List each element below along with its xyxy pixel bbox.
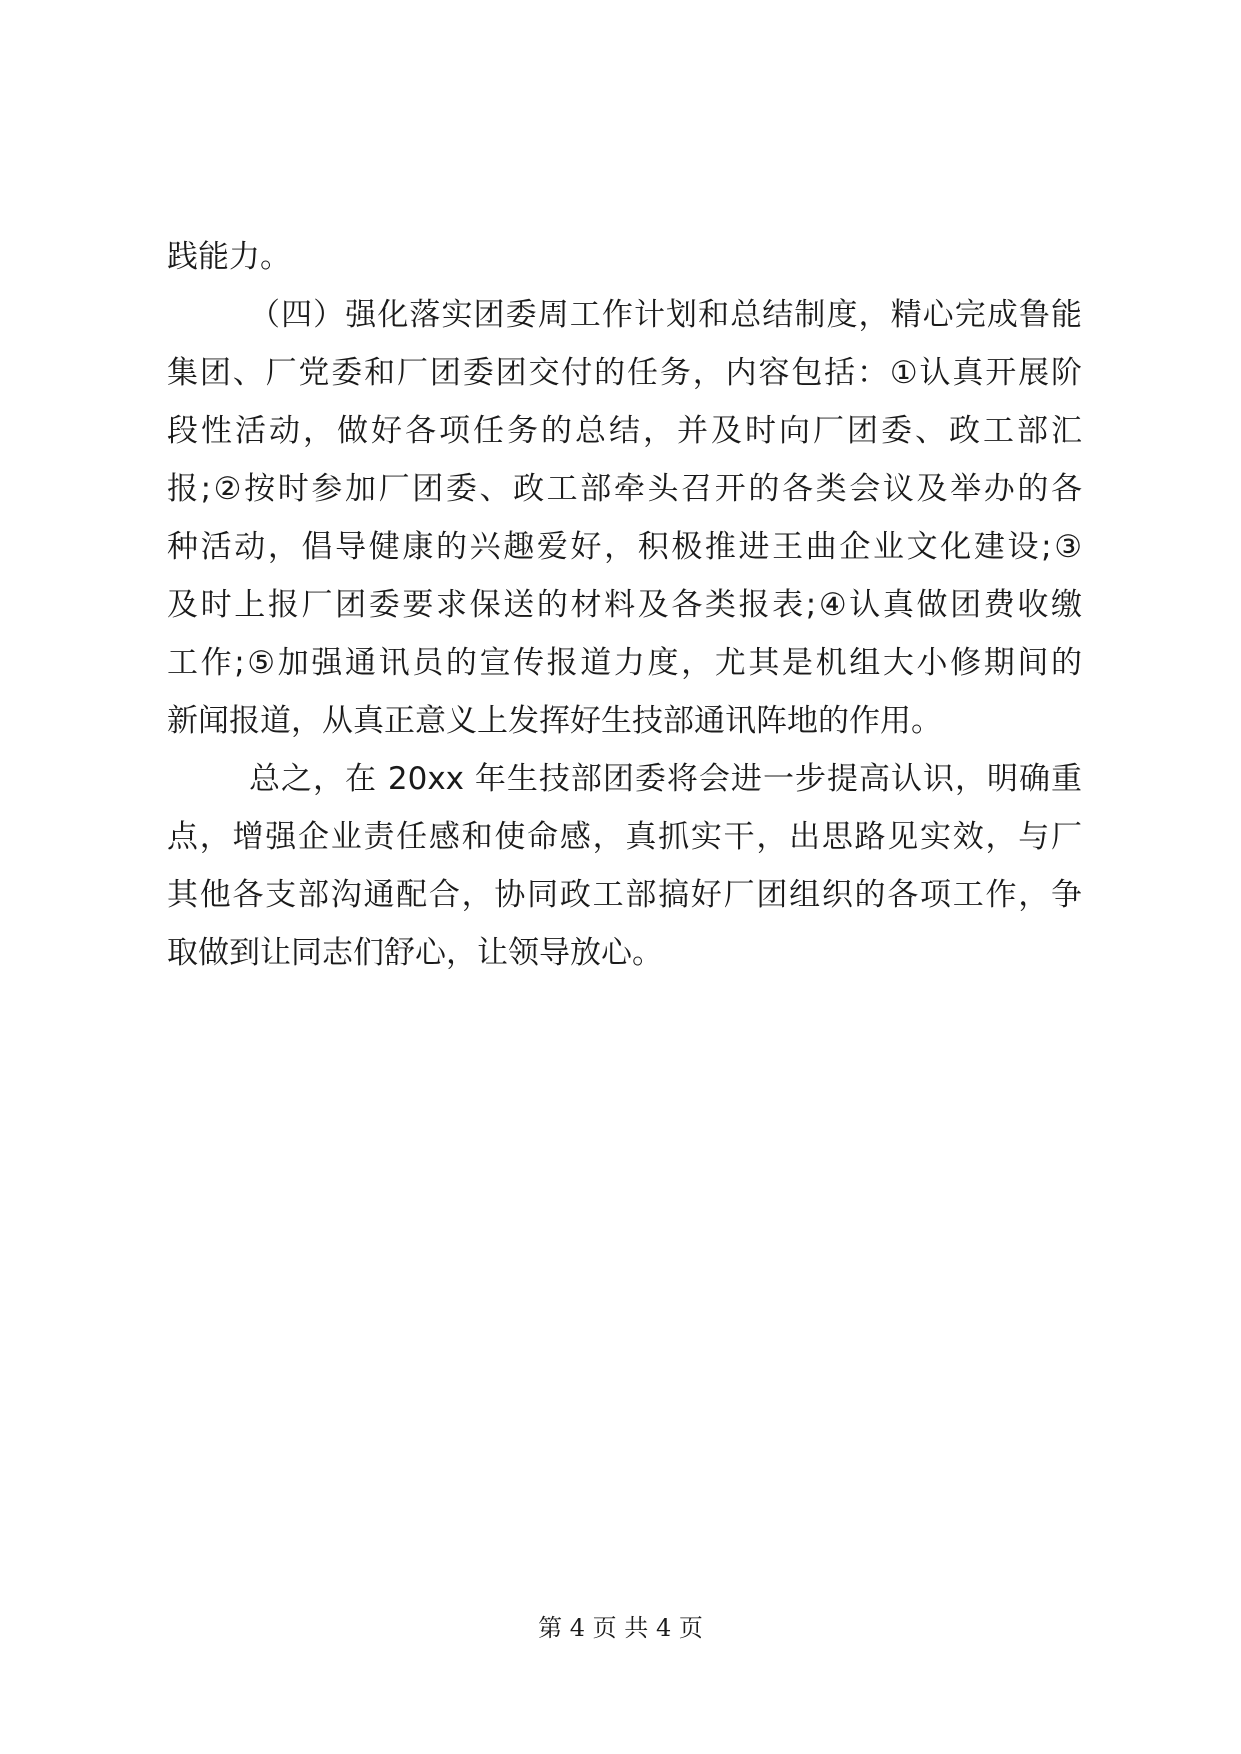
text-line: 及时上报厂团委要求保送的材料及各类报表;④认真做团费收缴 <box>167 587 1082 623</box>
text-line: （四）强化落实团委周工作计划和总结制度，精心完成鲁能 <box>249 297 1082 333</box>
document-body <box>167 228 1082 982</box>
text-line: 报;②按时参加厂团委、政工部牵头召开的各类会议及举办的各 <box>167 471 1082 507</box>
text-line: 总之，在 20xx 年生技部团委将会进一步提高认识，明确重 <box>249 761 1082 797</box>
text-line: 种活动，倡导健康的兴趣爱好，积极推进王曲企业文化建设;③ <box>167 529 1082 565</box>
text-line: 点，增强企业责任感和使命感，真抓实干，出思路见实效，与厂 <box>167 819 1082 855</box>
page-footer: 第 4 页 共 4 页 <box>538 1614 703 1642</box>
text-line: 取做到让同志们舒心，让领导放心。 <box>167 935 663 971</box>
text-line: 段性活动，做好各项任务的总结，并及时向厂团委、政工部汇 <box>167 413 1082 449</box>
text-line: 践能力。 <box>167 239 291 275</box>
text-line: 工作;⑤加强通讯员的宣传报道力度，尤其是机组大小修期间的 <box>167 645 1082 681</box>
text-line: 新闻报道，从真正意义上发挥好生技部通讯阵地的作用。 <box>167 703 942 739</box>
text-line: 集团、厂党委和厂团委团交付的任务，内容包括：①认真开展阶 <box>167 355 1082 391</box>
text-line: 其他各支部沟通配合，协同政工部搞好厂团组织的各项工作，争 <box>167 877 1082 913</box>
